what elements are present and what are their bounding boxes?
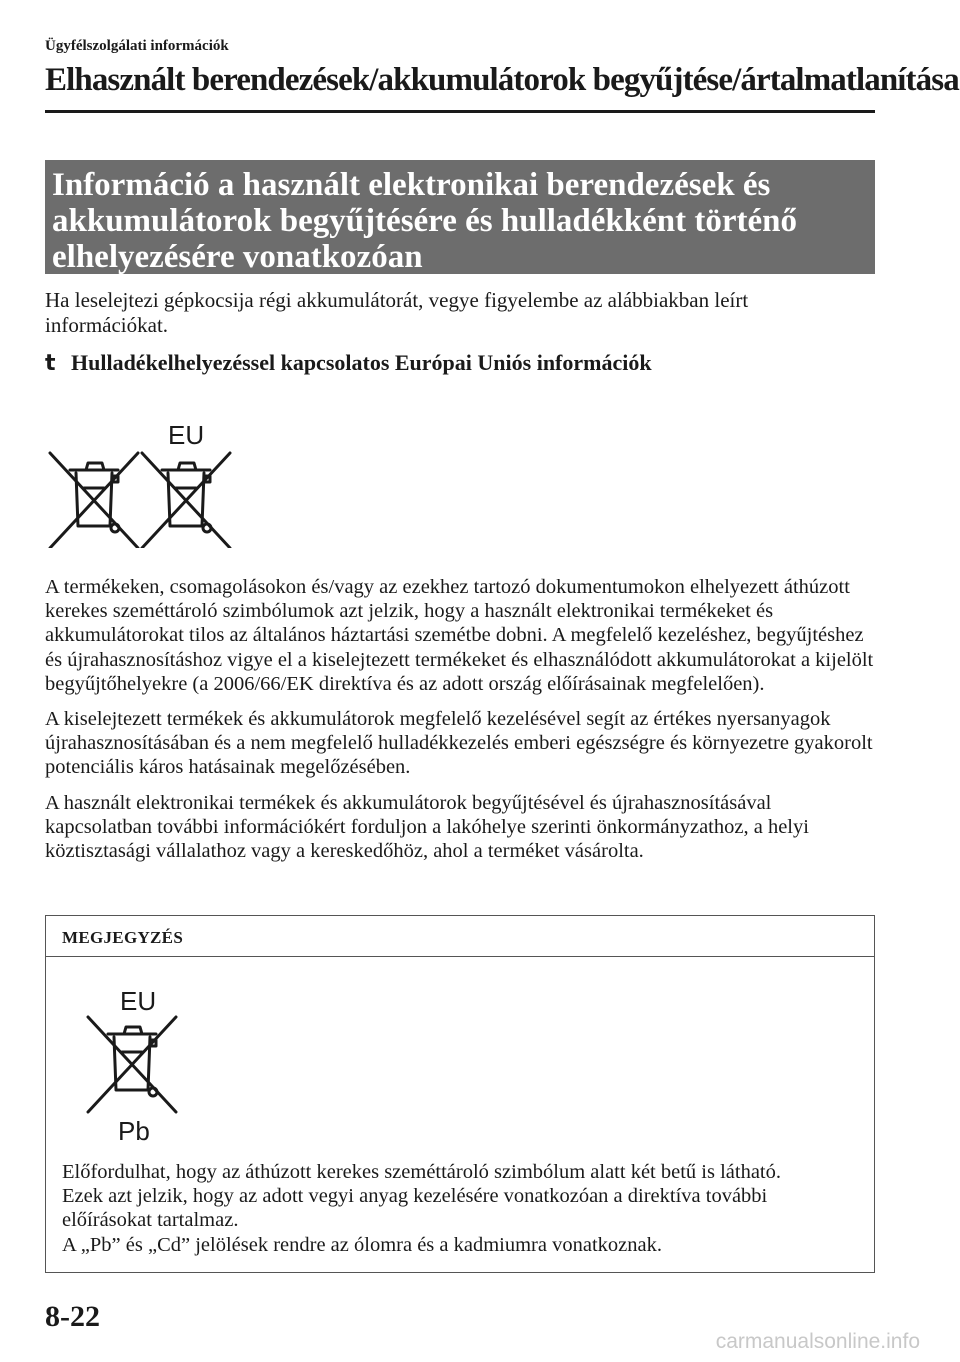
eu-label: EU (168, 420, 205, 450)
subsection-heading (45, 350, 875, 376)
body-text (45, 575, 880, 874)
section-title-line: elhelyezésére vonatkozóan (52, 239, 423, 275)
body-paragraph: A használt elektronikai termékek és akkumulátorok begyűjtésével és újrahasznosításával kapcsolatban további információkért forduljon a lakóhelye szerinti önkormányzathoz, a helyi köztisztasági vállalathoz vagy a kereskedőhöz, ahol a terméket vásárolta. (45, 791, 809, 863)
weee-symbols (48, 418, 243, 548)
watermark: carmanualsonline.info (715, 1330, 920, 1353)
section-banner (45, 160, 875, 274)
note-line: Előfordulhat, hogy az áthúzott kerekes szeméttároló szimbólum alatt két betű is látható. (62, 1161, 781, 1183)
title-rule (45, 110, 875, 113)
crossed-bin-icon (48, 418, 243, 548)
note-box (45, 915, 875, 1273)
section-title-line: Információ a használt elektronikai berendezések és (52, 167, 771, 203)
body-paragraph: A kiselejtezett termékek és akkumulátorok megfelelő kezelésével segít az értékes nyersanyagok újrahasznosításában és a nem megfelelő hulladékkezelés emberi egészségre és környezetre gyakorolt potenciális káros hatásainak megelőzésében. (45, 708, 873, 779)
eu-label: EU (120, 986, 157, 1016)
pb-label: Pb (118, 1116, 150, 1146)
weee-pb-symbol (82, 986, 202, 1146)
note-header: MEGJEGYZÉS (46, 916, 874, 957)
note-line: A „Pb” és „Cd” jelölések rendre az ólomra és a kadmiumra vonatkoznak. (62, 1233, 662, 1256)
page-number: 8-22 (45, 1300, 100, 1333)
body-paragraph: A termékeken, csomagolásokon és/vagy az ezekhez tartozó dokumentumokon elhelyezett áthúzott kerekes szeméttároló szimbólumok azt jelzik, hogy a használt elektronikai termékeket és akkumulátorokat tilos az általános háztartási szemétbe dobni. A megfelelő kezeléshez, begyűjtéshez és újrahasznosításhoz vigye el a kiselejtezett termékeket és elhasználódott akkumulátorokat a kijelölt begyűjtőhelyekre (a 2006/66/EK direktíva és az adott ország előírásainak megfelelően). (45, 576, 874, 695)
section-title-line: akkumulátorok begyűjtésére és hulladékként történő (52, 203, 797, 239)
breadcrumb: Ügyfélszolgálati információk (45, 38, 229, 54)
intro-paragraph: Ha leselejtezi gépkocsija régi akkumulátorát, vegye figyelembe az alábbiakban leírt információkat. (45, 288, 749, 337)
note-text (62, 1160, 868, 1257)
subsection-bullet-icon: t (45, 351, 56, 376)
subsection-title: Hulladékelhelyezéssel kapcsolatos Európai Uniós információk (71, 350, 652, 375)
page-title: Elhasznált berendezések/akkumulátorok begyűjtése/ártalmatlanítása (45, 62, 959, 98)
note-line: Ezek azt jelzik, hogy az adott vegyi anyag kezelésére vonatkozóan a direktíva további (62, 1185, 768, 1208)
note-line: előírásokat tartalmaz. (62, 1209, 239, 1232)
